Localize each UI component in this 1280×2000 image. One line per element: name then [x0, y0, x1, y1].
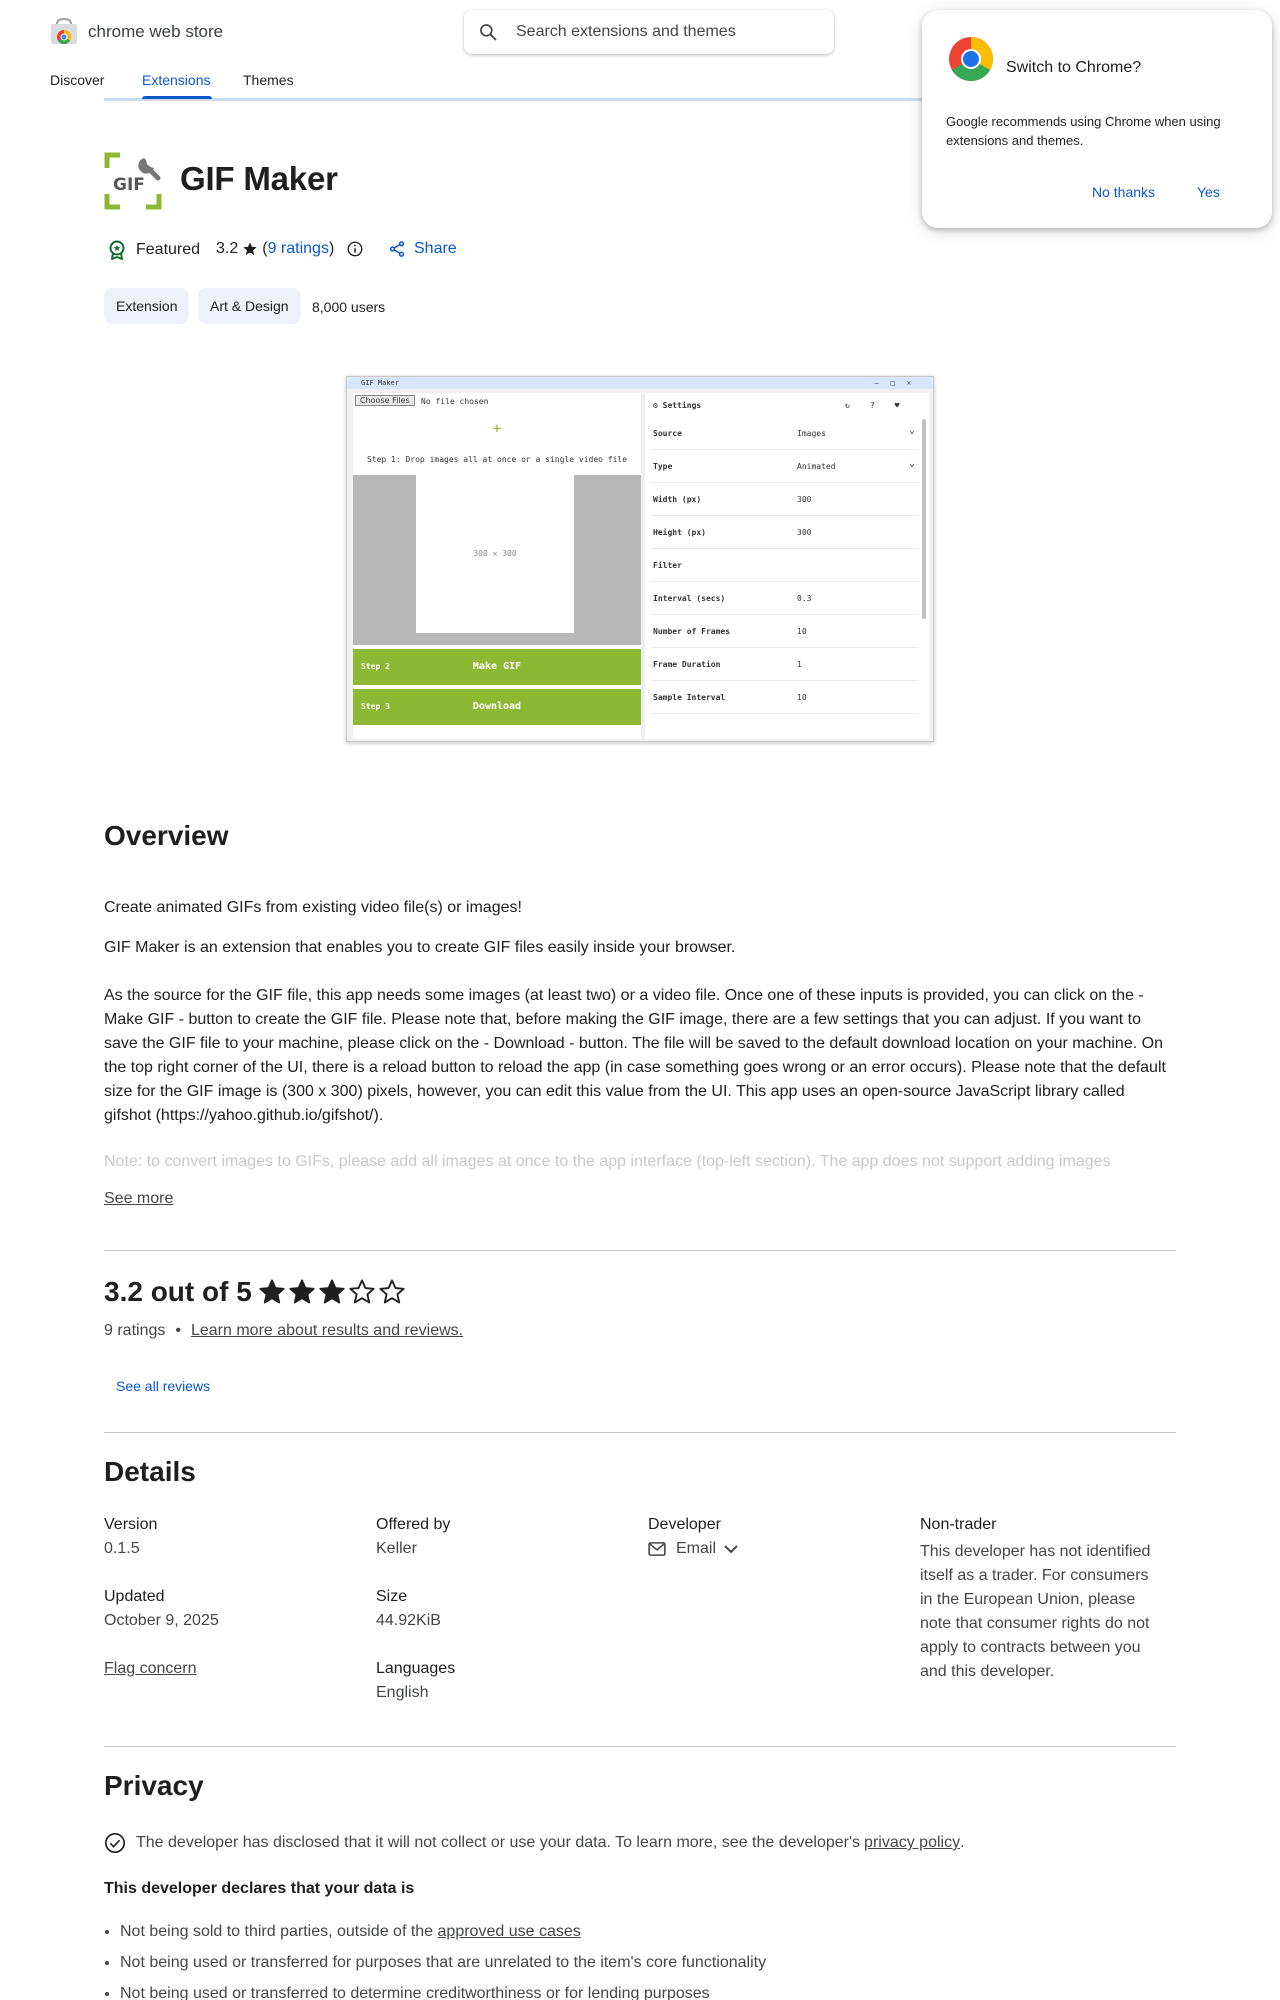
star-filled-icon	[318, 1278, 346, 1306]
updated-value: October 9, 2025	[104, 1612, 219, 1629]
preview-size-label: 300 ✕ 300	[473, 549, 517, 558]
settings-row	[651, 516, 919, 549]
chrome-logo-icon	[948, 36, 994, 82]
overview-paragraph-2: As the source for the GIF file, this app needs some images (at least two) or a video file. Once one of these inputs is provided, you can click on the - Make GIF - button to create the GIF file. Please note that, before making the GIF image, there are a few settings that you can adjust. If you want to save the GIF file to your machine, please click on the - Download - button. The file will be saved to the default download location on your machine. On the top right corner of the UI, there is a reload button to reload the app (in case something goes wrong or an error occurs). Please note that the default size for the GIF image is (300 x 300) pixels, however, you can edit this value from the UI. This app uses an open-source JavaScript library called gifshot (https://yahoo.github.io/gifshot/).	[104, 987, 1166, 1124]
chrome-web-store-logo[interactable]	[50, 18, 78, 46]
chip-art-design[interactable]: Art & Design	[198, 288, 301, 324]
non-trader-text: This developer has not identified itself as a trader. For consumers in the European Union, please note that consumer rights do not apply to contracts between you and this developer.	[920, 1543, 1151, 1680]
check-circle-icon	[104, 1832, 126, 1854]
star-filled-icon	[288, 1278, 316, 1306]
settings-row	[651, 582, 919, 615]
mail-icon	[648, 1542, 666, 1556]
rating-value: 3.2	[216, 240, 239, 257]
settings-row	[651, 450, 919, 483]
search-input[interactable]	[516, 23, 806, 41]
star-filled-icon	[258, 1278, 286, 1306]
chevron-down-icon: ⌄	[908, 425, 915, 436]
privacy-disclosure: The developer has disclosed that it will not collect or use your data. To learn more, see the developer's privacy policy .	[104, 1832, 965, 1854]
yes-button[interactable]: Yes	[1197, 184, 1220, 200]
featured-badge-icon	[108, 240, 126, 260]
item-title: GIF Maker	[180, 160, 338, 197]
section-divider	[104, 1746, 1176, 1747]
rating-out-of: 3.2 out of 5	[104, 1276, 252, 1307]
preview-area	[353, 475, 641, 645]
settings-key: Interval (secs)	[653, 594, 726, 603]
share-icon	[388, 240, 406, 258]
privacy-policy-link[interactable]: privacy policy	[864, 1834, 961, 1851]
size-value: 44.92KiB	[376, 1612, 441, 1629]
settings-value: 300	[797, 528, 812, 537]
settings-key: Source	[653, 429, 682, 438]
star-empty-icon	[348, 1278, 376, 1306]
section-divider	[104, 1250, 1176, 1251]
flag-concern-link[interactable]: Flag concern	[104, 1660, 197, 1677]
preview-canvas	[416, 475, 574, 633]
share-button[interactable]	[388, 240, 457, 258]
step2-label: Step 2	[361, 662, 390, 671]
screenshot-left-panel	[353, 393, 641, 739]
chevron-down-icon	[724, 1544, 738, 1554]
size-label: Size	[376, 1588, 408, 1605]
settings-row	[651, 417, 919, 450]
active-tab-indicator	[142, 96, 212, 99]
settings-value: Images	[797, 429, 826, 438]
nav-divider	[104, 98, 976, 101]
learn-more-link[interactable]: Learn more about results and reviews.	[190, 1322, 464, 1339]
overview-paragraph-faded: Note: to convert images to GIFs, please add all images at once to the app interface (top-left section). The app does not support adding images	[104, 1153, 1111, 1170]
download-bar	[353, 689, 641, 725]
tab-discover[interactable]: Discover	[50, 72, 105, 88]
star-empty-icon	[378, 1278, 406, 1306]
rating-stars	[258, 1278, 408, 1306]
chip-extension[interactable]: Extension	[104, 288, 189, 324]
make-gif-label: Make GIF	[472, 661, 522, 672]
privacy-declarations-list	[120, 1916, 766, 2000]
screenshot-settings-panel	[645, 393, 929, 739]
tab-themes[interactable]: Themes	[243, 72, 294, 88]
settings-row	[651, 483, 919, 516]
settings-value: 1	[797, 660, 802, 669]
section-divider	[104, 1432, 1176, 1433]
star-filled-icon	[242, 241, 258, 257]
privacy-declares: This developer declares that your data is	[104, 1880, 415, 1897]
settings-title: ⚙ Settings	[653, 401, 702, 410]
rating-summary	[104, 1276, 408, 1308]
settings-toolbar-icons: ↻?♥	[845, 401, 920, 410]
step1-text: Step 1: Drop images all at once or a single video file	[366, 455, 628, 464]
offered-by-value: Keller	[376, 1540, 417, 1557]
item-screenshot[interactable]	[346, 376, 934, 742]
search-icon	[478, 22, 498, 42]
developer-email-dropdown[interactable]	[648, 1540, 738, 1558]
settings-row	[651, 549, 919, 582]
settings-key: Number of Frames	[653, 627, 731, 636]
settings-key: Height (px)	[653, 528, 706, 537]
step3-label: Step 3	[361, 702, 390, 711]
languages-value: English	[376, 1684, 429, 1701]
tab-extensions[interactable]: Extensions	[142, 72, 211, 88]
version-label: Version	[104, 1516, 158, 1533]
gif-maker-app-icon	[104, 152, 162, 210]
settings-row	[651, 648, 919, 681]
settings-value: 300	[797, 495, 812, 504]
settings-value: 10	[797, 693, 807, 702]
brand-name[interactable]: chrome web store	[88, 22, 224, 41]
info-icon[interactable]	[346, 240, 364, 258]
email-label: Email	[676, 1540, 717, 1557]
version-value: 0.1.5	[104, 1540, 140, 1557]
screenshot-window-title: GIF Maker	[361, 379, 399, 387]
privacy-heading: Privacy	[104, 1770, 204, 1801]
choose-files-button: Choose Files	[355, 395, 415, 406]
settings-value: Animated	[797, 462, 836, 471]
ratings-meta	[104, 1322, 463, 1340]
window-controls-icon: –□✕	[874, 379, 923, 387]
screenshot-window-titlebar	[347, 377, 933, 389]
settings-key: Frame Duration	[653, 660, 721, 669]
no-file-text: No file chosen	[421, 397, 489, 406]
plus-icon: +	[492, 421, 502, 437]
settings-row	[651, 615, 919, 648]
settings-scrollbar	[922, 419, 926, 619]
settings-row	[651, 681, 919, 714]
bullet-separator: •	[175, 1322, 181, 1339]
list-item: • Not being sold to third parties, outside of the approved use cases	[120, 1916, 766, 1947]
overview-heading: Overview	[104, 820, 229, 851]
chevron-down-icon: ⌄	[908, 458, 915, 469]
settings-key: Type	[653, 462, 673, 471]
settings-value: 0.3	[797, 594, 812, 603]
non-trader-label: Non-trader	[920, 1516, 997, 1533]
overview-tagline: Create animated GIFs from existing video file(s) or images!	[104, 899, 522, 916]
search-box[interactable]	[464, 10, 834, 54]
settings-key: Sample Interval	[653, 693, 726, 702]
details-heading: Details	[104, 1456, 196, 1487]
ratings-link[interactable]: 9 ratings	[267, 240, 329, 257]
settings-value: 10	[797, 627, 807, 636]
rating-summary-row: 3.2 ( 9 ratings )	[216, 240, 364, 258]
share-label: Share	[414, 240, 457, 257]
languages-label: Languages	[376, 1660, 456, 1677]
settings-key: Filter	[653, 561, 682, 570]
privacy-disclosure-text: The developer has disclosed that it will not collect or use your data. To learn more, see the developer's	[136, 1834, 861, 1851]
list-item: • Not being used or transferred to determine creditworthiness or for lending purposes	[120, 1978, 766, 2000]
approved-use-cases-link[interactable]: approved use cases	[437, 1923, 581, 1940]
dialog-body: Google recommends using Chrome when using extensions and themes.	[946, 114, 1221, 148]
featured-badge[interactable]	[108, 240, 200, 260]
featured-label: Featured	[136, 241, 201, 258]
see-more-link[interactable]: See more	[104, 1190, 174, 1207]
make-gif-bar	[353, 649, 641, 685]
settings-key: Width (px)	[653, 495, 702, 504]
no-thanks-button[interactable]: No thanks	[1092, 184, 1156, 200]
updated-label: Updated	[104, 1588, 165, 1605]
see-all-reviews-button[interactable]: See all reviews	[116, 1378, 211, 1394]
overview-paragraph-1: GIF Maker is an extension that enables you to create GIF files easily inside your browser.	[104, 939, 736, 956]
switch-to-chrome-dialog	[922, 10, 1272, 228]
ratings-count: 9 ratings	[104, 1322, 166, 1339]
user-count: 8,000 users	[312, 299, 386, 315]
developer-label: Developer	[648, 1516, 721, 1533]
list-item: • Not being used or transferred for purposes that are unrelated to the item's core functionality	[120, 1947, 766, 1978]
dialog-title: Switch to Chrome?	[1006, 59, 1142, 76]
offered-by-label: Offered by	[376, 1516, 451, 1533]
svg-text:GIF: GIF	[113, 175, 145, 195]
download-label: Download	[472, 701, 522, 712]
